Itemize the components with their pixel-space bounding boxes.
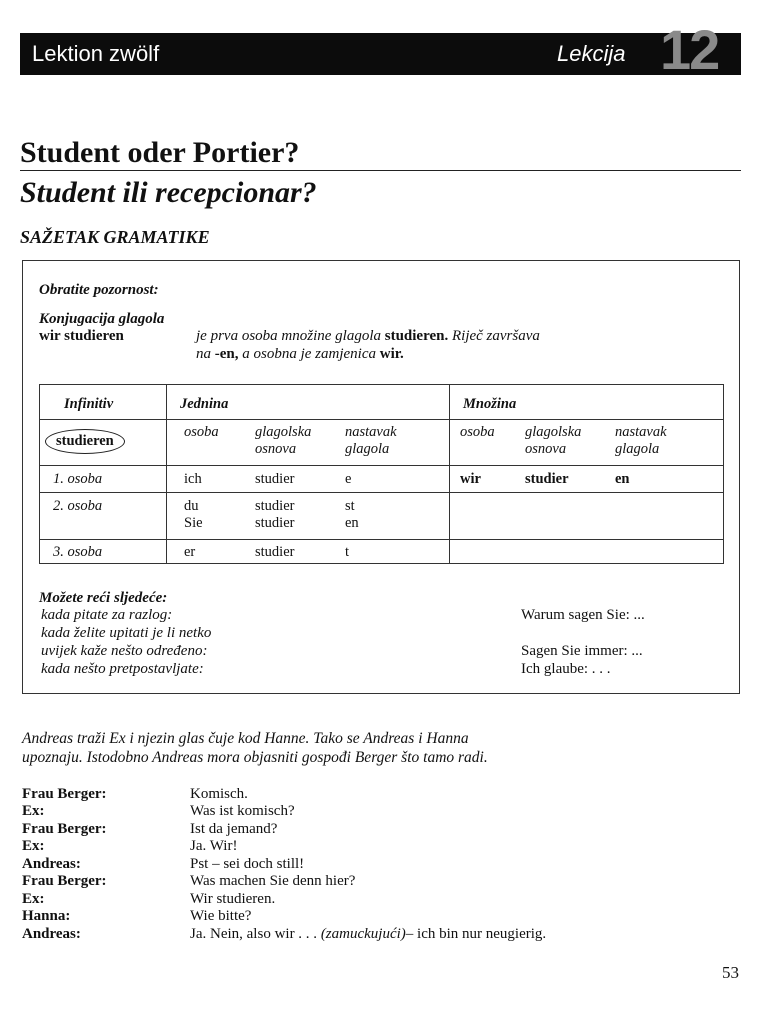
dialogue-speaker: Frau Berger:	[22, 873, 107, 889]
conjugation-table	[39, 384, 724, 564]
infinitive-verb: studieren	[45, 429, 125, 454]
row3-label: 3. osoba	[53, 544, 103, 560]
dialogue-line: Was ist komisch?	[190, 803, 295, 819]
row2-label: 2. osoba	[53, 498, 103, 514]
row2-pronoun-b: Sie	[184, 515, 203, 531]
sub-stem-2-plural: osnova	[525, 441, 567, 457]
dialogue-line: Ja. Wir!	[190, 838, 238, 854]
title-divider	[20, 170, 741, 171]
sub-person-plural: osoba	[460, 424, 495, 440]
sub-ending-2: glagola	[345, 441, 390, 457]
explanation-line-1: je prva osoba množine glagola studieren. Riječ završava	[196, 328, 540, 344]
row2-stem-b: studier	[255, 515, 295, 531]
attention-label: Obratite pozornost:	[39, 282, 159, 298]
dialogue-line: Wir studieren.	[190, 891, 276, 907]
phrase-hr-2: kada želite upitati je li netko	[41, 625, 212, 641]
conjugation-heading: Konjugacija glagola	[39, 311, 165, 327]
dialogue-line: Wie bitte?	[190, 908, 252, 924]
phrase-hr-4: kada nešto pretpostavljate:	[41, 661, 204, 677]
dialogue-speaker: Hanna:	[22, 908, 71, 924]
dialogue-speaker: Frau Berger:	[22, 786, 107, 802]
row2-pronoun-a: du	[184, 498, 199, 514]
phrase-hr-3: uvijek kaže nešto određeno:	[41, 643, 208, 659]
row1-stem: studier	[255, 471, 295, 487]
sub-ending-1: nastavak	[345, 424, 397, 440]
dialogue-line: Ist da jemand?	[190, 821, 278, 837]
header-plural: Množina	[463, 396, 517, 412]
page-number: 53	[722, 963, 739, 982]
intro-line-1: Andreas traži Ex i njezin glas čuje kod Hanne. Tako se Andreas i Hanna	[22, 730, 469, 747]
dialogue-speaker: Frau Berger:	[22, 821, 107, 837]
sub-stem-1: glagolska	[255, 424, 312, 440]
dialogue-line: Was machen Sie denn hier?	[190, 873, 356, 889]
dialogue-speaker: Ex:	[22, 891, 45, 907]
dialogue-line: Komisch.	[190, 786, 248, 802]
row3-stem: studier	[255, 544, 295, 560]
phrase-de-3: Sagen Sie immer: ...	[521, 643, 643, 659]
dialogue-speaker: Andreas:	[22, 856, 81, 872]
dialogue-speaker: Ex:	[22, 803, 45, 819]
grammar-summary-heading: SAŽETAK GRAMATIKE	[20, 227, 210, 247]
sub-stem-1-plural: glagolska	[525, 424, 582, 440]
lesson-title-hr: Lekcija	[557, 41, 626, 66]
page-title-de: Student oder Portier?	[20, 136, 300, 169]
row1-pronoun: ich	[184, 471, 202, 487]
sub-person: osoba	[184, 424, 219, 440]
row2-ending-b: en	[345, 515, 359, 531]
intro-line-2: upoznaju. Istodobno Andreas mora objasniti gospođi Berger što tamo radi.	[22, 749, 488, 766]
row1-label: 1. osoba	[53, 471, 103, 487]
dialogue-speaker: Andreas:	[22, 926, 81, 942]
lesson-header-bar	[20, 18, 741, 81]
row3-pronoun: er	[184, 544, 196, 560]
row1-plural-pronoun: wir	[460, 471, 481, 487]
phrase-de-4: Ich glaube: . . .	[521, 661, 611, 677]
sub-ending-2-plural: glagola	[615, 441, 660, 457]
row1-ending: e	[345, 471, 352, 487]
sub-stem-2: osnova	[255, 441, 297, 457]
explanation-line-2: na -en, a osobna je zamjenica wir.	[196, 346, 404, 362]
dialogue-speaker: Ex:	[22, 838, 45, 854]
row3-ending: t	[345, 544, 350, 560]
row1-plural-ending: en	[615, 471, 630, 487]
page-title-hr: Student ili recepcionar?	[20, 176, 317, 209]
dialogue-line: Ja. Nein, also wir . . . (zamuckujući)– ich bin nur neugierig.	[190, 926, 547, 942]
phrase-hr-1: kada pitate za razlog:	[41, 607, 173, 623]
phrases-heading: Možete reći sljedeće:	[39, 590, 168, 606]
sub-ending-1-plural: nastavak	[615, 424, 667, 440]
row2-stem-a: studier	[255, 498, 295, 514]
row2-ending-a: st	[345, 498, 355, 514]
lesson-title-de: Lektion zwölf	[32, 41, 160, 66]
row1-plural-stem: studier	[525, 471, 569, 487]
header-infinitive: Infinitiv	[64, 396, 114, 412]
phrase-de-1: Warum sagen Sie: ...	[521, 607, 645, 623]
header-singular: Jednina	[180, 396, 229, 412]
conjugation-term: wir studieren	[39, 328, 124, 344]
dialogue-line: Pst – sei doch still!	[190, 856, 305, 872]
lesson-number: 12	[660, 18, 719, 81]
